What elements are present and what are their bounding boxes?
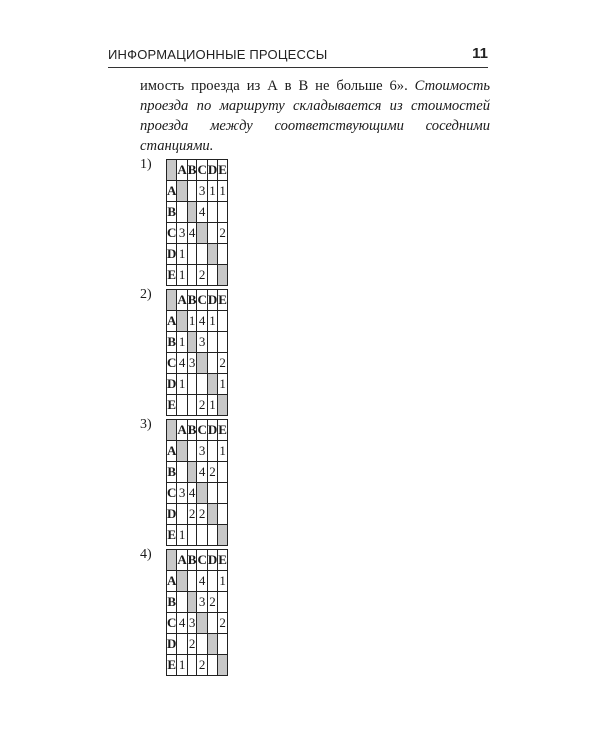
cost-cell: 3 <box>197 592 207 613</box>
cost-cell: 1 <box>218 441 228 462</box>
table-row <box>167 441 228 462</box>
corner-cell <box>167 290 177 311</box>
cost-cell: 3 <box>177 483 187 504</box>
table-row <box>167 525 228 546</box>
row-header: E <box>167 525 177 546</box>
cost-cell: 1 <box>218 181 228 202</box>
cost-cell <box>207 613 217 634</box>
cost-cell: 4 <box>197 311 207 332</box>
row-header: A <box>167 571 177 592</box>
cost-cell <box>218 202 228 223</box>
diagonal-cell <box>207 374 217 395</box>
option-number: 1) <box>140 157 152 172</box>
cost-cell: 4 <box>177 353 187 374</box>
cost-cell: 1 <box>218 571 228 592</box>
cost-cell: 2 <box>197 395 207 416</box>
cost-cell <box>177 504 187 525</box>
cost-cell <box>207 265 217 286</box>
intro-italic-text: Стоимость проезда по маршруту складывается из стоимостей проезда между соответствующими соседними станциями. <box>140 78 490 154</box>
diagonal-cell <box>197 223 207 244</box>
cost-cell: 2 <box>187 504 197 525</box>
table-row <box>167 592 228 613</box>
diagonal-cell <box>197 353 207 374</box>
corner-cell <box>167 420 177 441</box>
table-header-row <box>167 420 228 441</box>
column-header: B <box>187 290 197 311</box>
table-row <box>167 181 228 202</box>
row-header: C <box>167 353 177 374</box>
cost-cell: 1 <box>207 311 217 332</box>
cost-cell <box>207 655 217 676</box>
cost-cell: 1 <box>207 181 217 202</box>
diagonal-cell <box>218 655 228 676</box>
row-header: D <box>167 634 177 655</box>
diagonal-cell <box>207 634 217 655</box>
table-row <box>167 462 228 483</box>
cost-cell: 4 <box>197 462 207 483</box>
diagonal-cell <box>177 311 187 332</box>
row-header: D <box>167 504 177 525</box>
column-header: B <box>187 550 197 571</box>
cost-cell <box>207 441 217 462</box>
cost-cell <box>218 634 228 655</box>
column-header: C <box>197 290 207 311</box>
cost-cell: 3 <box>197 181 207 202</box>
cost-cell: 1 <box>177 655 187 676</box>
cost-cell <box>187 265 197 286</box>
cost-table <box>166 549 228 676</box>
cost-cell: 1 <box>177 525 187 546</box>
table-row <box>167 613 228 634</box>
cost-cell <box>207 525 217 546</box>
cost-cell: 1 <box>177 244 187 265</box>
cost-cell: 2 <box>218 223 228 244</box>
row-header: C <box>167 613 177 634</box>
column-header: E <box>218 290 228 311</box>
corner-cell <box>167 160 177 181</box>
cost-cell <box>207 202 217 223</box>
diagonal-cell <box>187 462 197 483</box>
table-row <box>167 634 228 655</box>
table-row <box>167 395 228 416</box>
diagonal-cell <box>187 202 197 223</box>
column-header: A <box>177 550 187 571</box>
cost-cell <box>177 592 187 613</box>
cost-cell: 2 <box>197 504 207 525</box>
cost-table <box>166 289 228 416</box>
row-header: B <box>167 462 177 483</box>
diagonal-cell <box>207 244 217 265</box>
diagonal-cell <box>177 181 187 202</box>
column-header: D <box>207 420 217 441</box>
cost-cell <box>218 332 228 353</box>
column-header: A <box>177 290 187 311</box>
intro-plain-text: имость проезда из А в В не больше 6». <box>140 78 415 94</box>
cost-cell: 2 <box>207 592 217 613</box>
cost-cell <box>177 395 187 416</box>
cost-cell: 3 <box>187 613 197 634</box>
cost-cell: 4 <box>197 202 207 223</box>
cost-cell <box>187 395 197 416</box>
row-header: A <box>167 441 177 462</box>
table-row <box>167 244 228 265</box>
diagonal-cell <box>197 613 207 634</box>
diagonal-cell <box>177 441 187 462</box>
row-header: E <box>167 395 177 416</box>
option-number: 4) <box>140 547 152 562</box>
intro-paragraph <box>140 76 490 156</box>
diagonal-cell <box>197 483 207 504</box>
cost-cell <box>187 374 197 395</box>
option-number: 3) <box>140 417 152 432</box>
table-row <box>167 332 228 353</box>
diagonal-cell <box>207 504 217 525</box>
diagonal-cell <box>218 525 228 546</box>
cost-cell <box>197 634 207 655</box>
cost-cell <box>187 525 197 546</box>
row-header: A <box>167 181 177 202</box>
cost-cell <box>177 202 187 223</box>
column-header: B <box>187 160 197 181</box>
row-header: C <box>167 223 177 244</box>
cost-cell: 1 <box>177 265 187 286</box>
column-header: D <box>207 160 217 181</box>
cost-cell <box>218 462 228 483</box>
cost-cell <box>218 244 228 265</box>
cost-cell: 4 <box>187 223 197 244</box>
cost-cell: 4 <box>177 613 187 634</box>
cost-cell: 2 <box>218 353 228 374</box>
cost-cell: 3 <box>197 441 207 462</box>
table-row <box>167 374 228 395</box>
diagonal-cell <box>177 571 187 592</box>
row-header: B <box>167 592 177 613</box>
table-row <box>167 571 228 592</box>
table-header-row <box>167 290 228 311</box>
cost-cell: 2 <box>207 462 217 483</box>
diagonal-cell <box>187 592 197 613</box>
cost-cell: 1 <box>207 395 217 416</box>
row-header: B <box>167 332 177 353</box>
row-header: A <box>167 311 177 332</box>
cost-cell <box>207 483 217 504</box>
column-header: E <box>218 160 228 181</box>
cost-cell <box>218 592 228 613</box>
section-title: ИНФОРМАЦИОННЫЕ ПРОЦЕССЫ <box>108 47 328 62</box>
table-row <box>167 202 228 223</box>
table-row <box>167 265 228 286</box>
cost-table <box>166 419 228 546</box>
cost-cell <box>218 504 228 525</box>
page-header <box>108 47 488 67</box>
cost-cell <box>218 483 228 504</box>
cost-cell: 3 <box>187 353 197 374</box>
cost-cell <box>197 374 207 395</box>
column-header: C <box>197 160 207 181</box>
row-header: E <box>167 655 177 676</box>
cost-cell: 3 <box>197 332 207 353</box>
column-header: D <box>207 550 217 571</box>
cost-cell <box>197 244 207 265</box>
column-header: C <box>197 550 207 571</box>
cost-cell: 2 <box>197 265 207 286</box>
diagonal-cell <box>187 332 197 353</box>
cost-cell <box>187 181 197 202</box>
column-header: C <box>197 420 207 441</box>
cost-cell <box>177 634 187 655</box>
table-row <box>167 311 228 332</box>
cost-cell: 2 <box>218 613 228 634</box>
cost-cell: 2 <box>187 634 197 655</box>
table-row <box>167 655 228 676</box>
cost-cell <box>187 441 197 462</box>
row-header: D <box>167 374 177 395</box>
cost-cell <box>207 353 217 374</box>
column-header: E <box>218 550 228 571</box>
cost-cell: 3 <box>177 223 187 244</box>
cost-cell <box>187 244 197 265</box>
table-row <box>167 504 228 525</box>
option-number: 2) <box>140 287 152 302</box>
table-row <box>167 223 228 244</box>
column-header: E <box>218 420 228 441</box>
cost-cell <box>207 223 217 244</box>
cost-cell <box>177 462 187 483</box>
cost-cell <box>207 332 217 353</box>
table-row <box>167 353 228 374</box>
column-header: B <box>187 420 197 441</box>
diagonal-cell <box>218 265 228 286</box>
cost-cell: 4 <box>187 483 197 504</box>
cost-cell: 1 <box>177 332 187 353</box>
column-header: A <box>177 160 187 181</box>
row-header: E <box>167 265 177 286</box>
cost-cell: 1 <box>187 311 197 332</box>
corner-cell <box>167 550 177 571</box>
cost-cell <box>207 571 217 592</box>
table-row <box>167 483 228 504</box>
cost-cell <box>187 571 197 592</box>
table-header-row <box>167 160 228 181</box>
row-header: B <box>167 202 177 223</box>
cost-cell: 1 <box>218 374 228 395</box>
cost-cell: 1 <box>177 374 187 395</box>
row-header: C <box>167 483 177 504</box>
cost-cell <box>218 311 228 332</box>
page-number: 11 <box>472 45 488 62</box>
cost-cell: 4 <box>197 571 207 592</box>
table-header-row <box>167 550 228 571</box>
column-header: A <box>177 420 187 441</box>
column-header: D <box>207 290 217 311</box>
cost-cell <box>187 655 197 676</box>
diagonal-cell <box>218 395 228 416</box>
cost-cell <box>197 525 207 546</box>
header-divider <box>108 67 488 68</box>
cost-cell: 2 <box>197 655 207 676</box>
row-header: D <box>167 244 177 265</box>
cost-table <box>166 159 228 286</box>
